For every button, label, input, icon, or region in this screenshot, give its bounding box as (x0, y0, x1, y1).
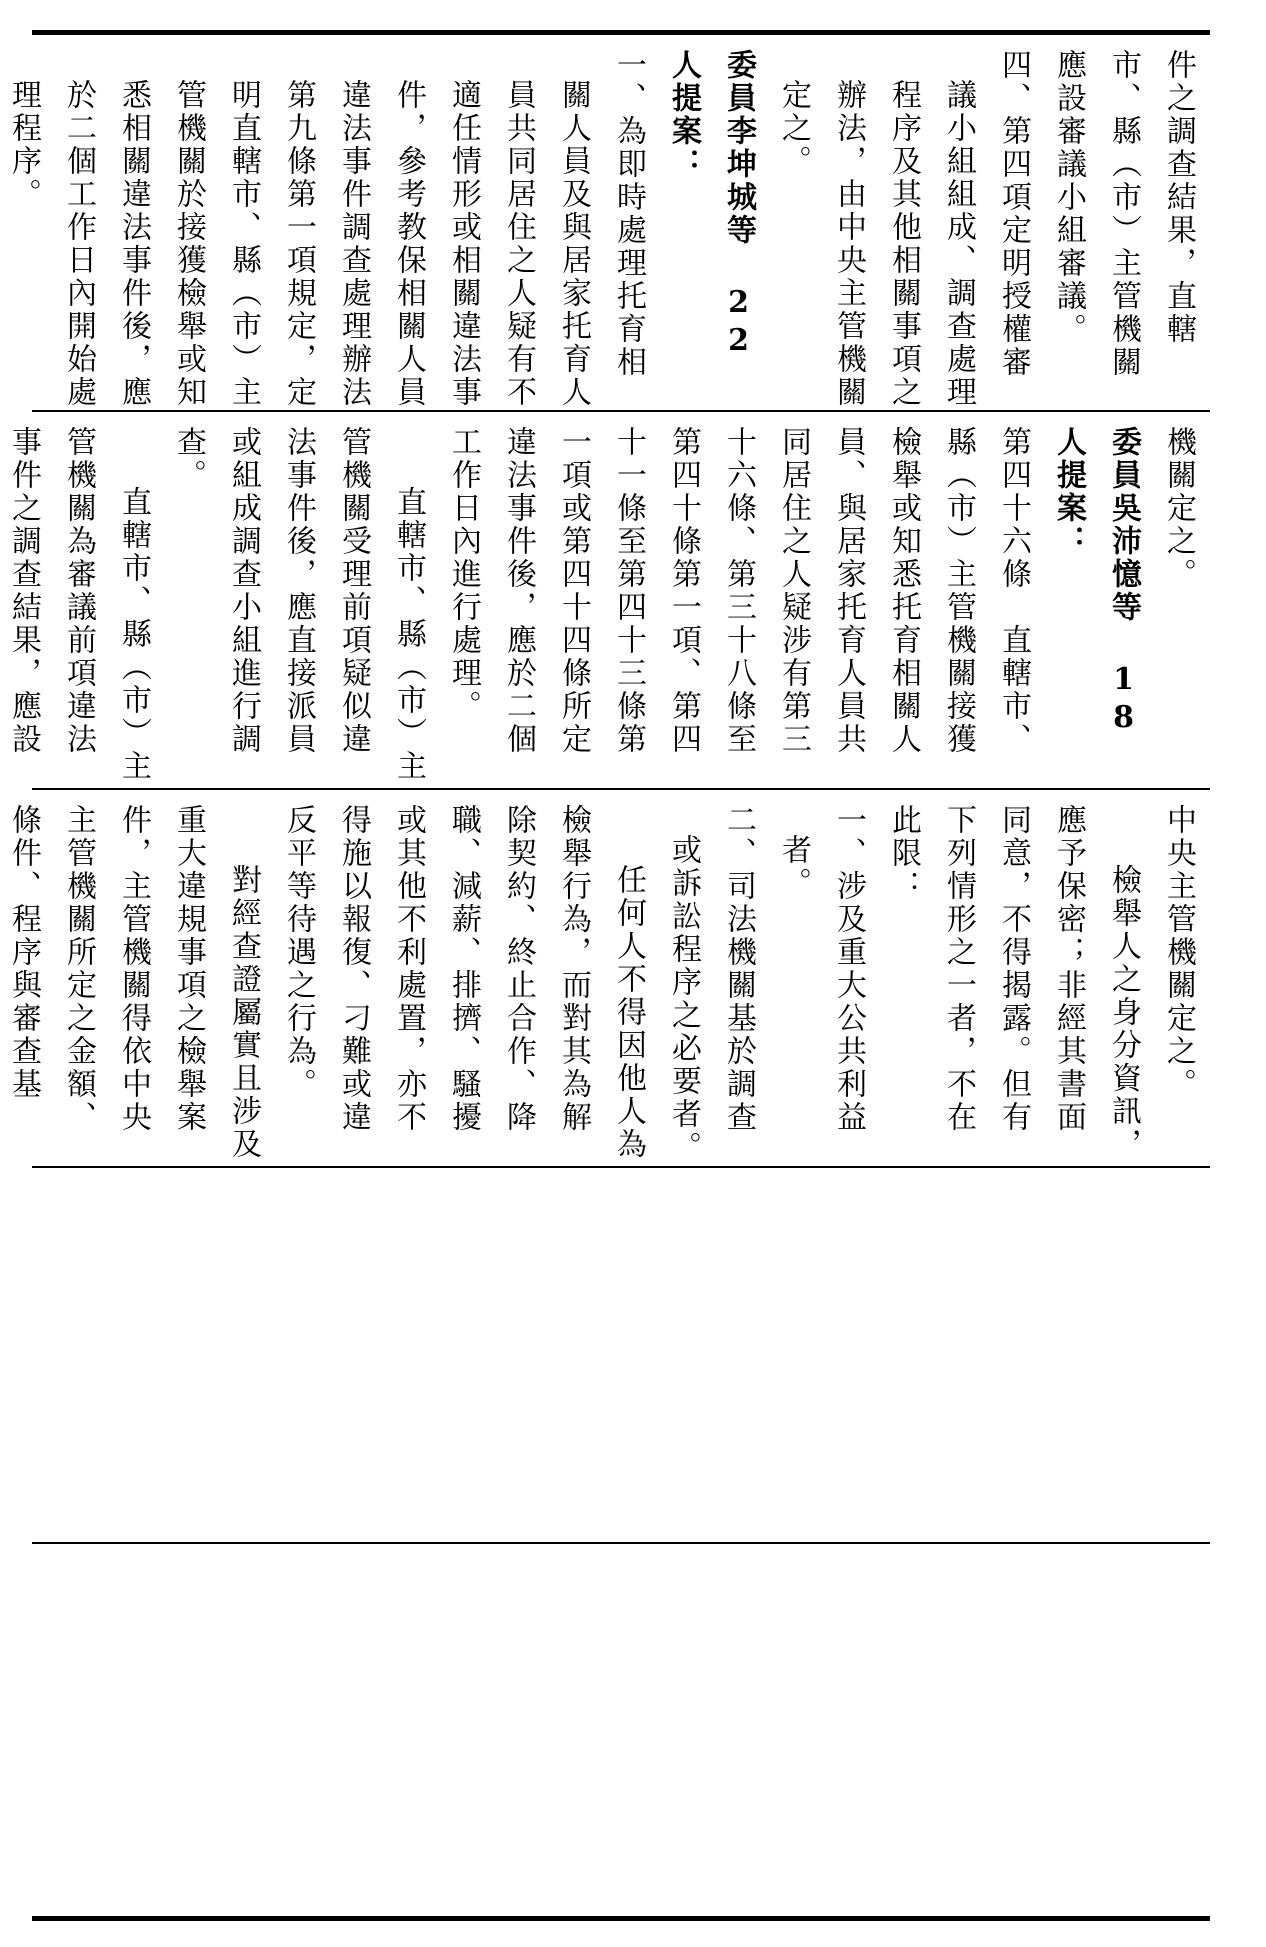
paragraph: 機關定之。 (1161, 426, 1196, 591)
paragraph: 對經查證屬實且涉及重大違規事項之檢舉案件，主管機關得依中央主管機關所定之金額、條件、程序與審查基 (6, 804, 261, 1161)
band-3-text (0, 790, 1210, 1165)
rule-4 (32, 1542, 1210, 1544)
paragraph: 任何人不得因他人為檢舉行為，而對其為解除契約、終止合作、降職、減薪、排擠、騷擾或其他不利處置，亦不得施以報復、刁難或違反平等待遇之行為。 (281, 804, 646, 1161)
paragraph: 中央主管機關定之。 (1161, 804, 1196, 1101)
paragraph: 直轄市、縣（市）主管機關受理前項疑似違法事件後，應直接派員或組成調查小組進行調查。 (171, 426, 426, 783)
paragraph: 一、涉及重大公共利益者。 (776, 804, 866, 1134)
rule-3 (32, 1166, 1210, 1168)
paragraph: 一、為即時處理托育相關人員及與居家托育人員共同居住之人疑有不適任情形或相關違法事件，參考教保相關人員違法事件調查處理辦法第九條第一項規定，定明直轄市、縣（市）主管機關於接獲檢舉或知悉相關違法事件後，應於二個工作日內開始處理程序。 (6, 49, 646, 409)
paragraph: 直轄市、縣（市）主管機關為審議前項違法事件之調查結果，應設 (6, 426, 151, 783)
band-1-text (0, 35, 1210, 410)
paragraph: 二、司法機關基於調查或訴訟程序之必要者。 (666, 804, 756, 1164)
section-heading: 委員李坤城等 22 人提案： (666, 49, 756, 361)
text-band-2 (6, 412, 1210, 787)
paragraph: 第四十六條 直轄市、縣（市）主管機關接獲檢舉或知悉托育相關人員、與居家托育人員共同居住之人疑涉有第三十六條、第三十八條至第四十條第一項、第四十一條至第四十三條第一項或第四十四條所定違法事件後，應於二個工作日內進行處理。 (446, 426, 1031, 756)
paragraph: 四、第四項定明授權審議小組組成、調查處理程序及其他相關事項之辦法，由中央主管機關定之。 (776, 49, 1031, 409)
band-2-text (0, 412, 1210, 787)
bottom-rule (32, 1916, 1210, 1921)
section-heading: 委員吳沛憶等 18 人提案： (1051, 426, 1141, 738)
text-band-3 (6, 790, 1210, 1165)
paragraph: 檢舉人之身分資訊，應予保密；非經其書面同意，不得揭露。但有下列情形之一者，不在此限： (886, 804, 1141, 1161)
paragraph: 件之調查結果，直轄市、縣（市）主管機關應設審議小組審議。 (1051, 49, 1196, 379)
text-band-1 (6, 35, 1210, 410)
